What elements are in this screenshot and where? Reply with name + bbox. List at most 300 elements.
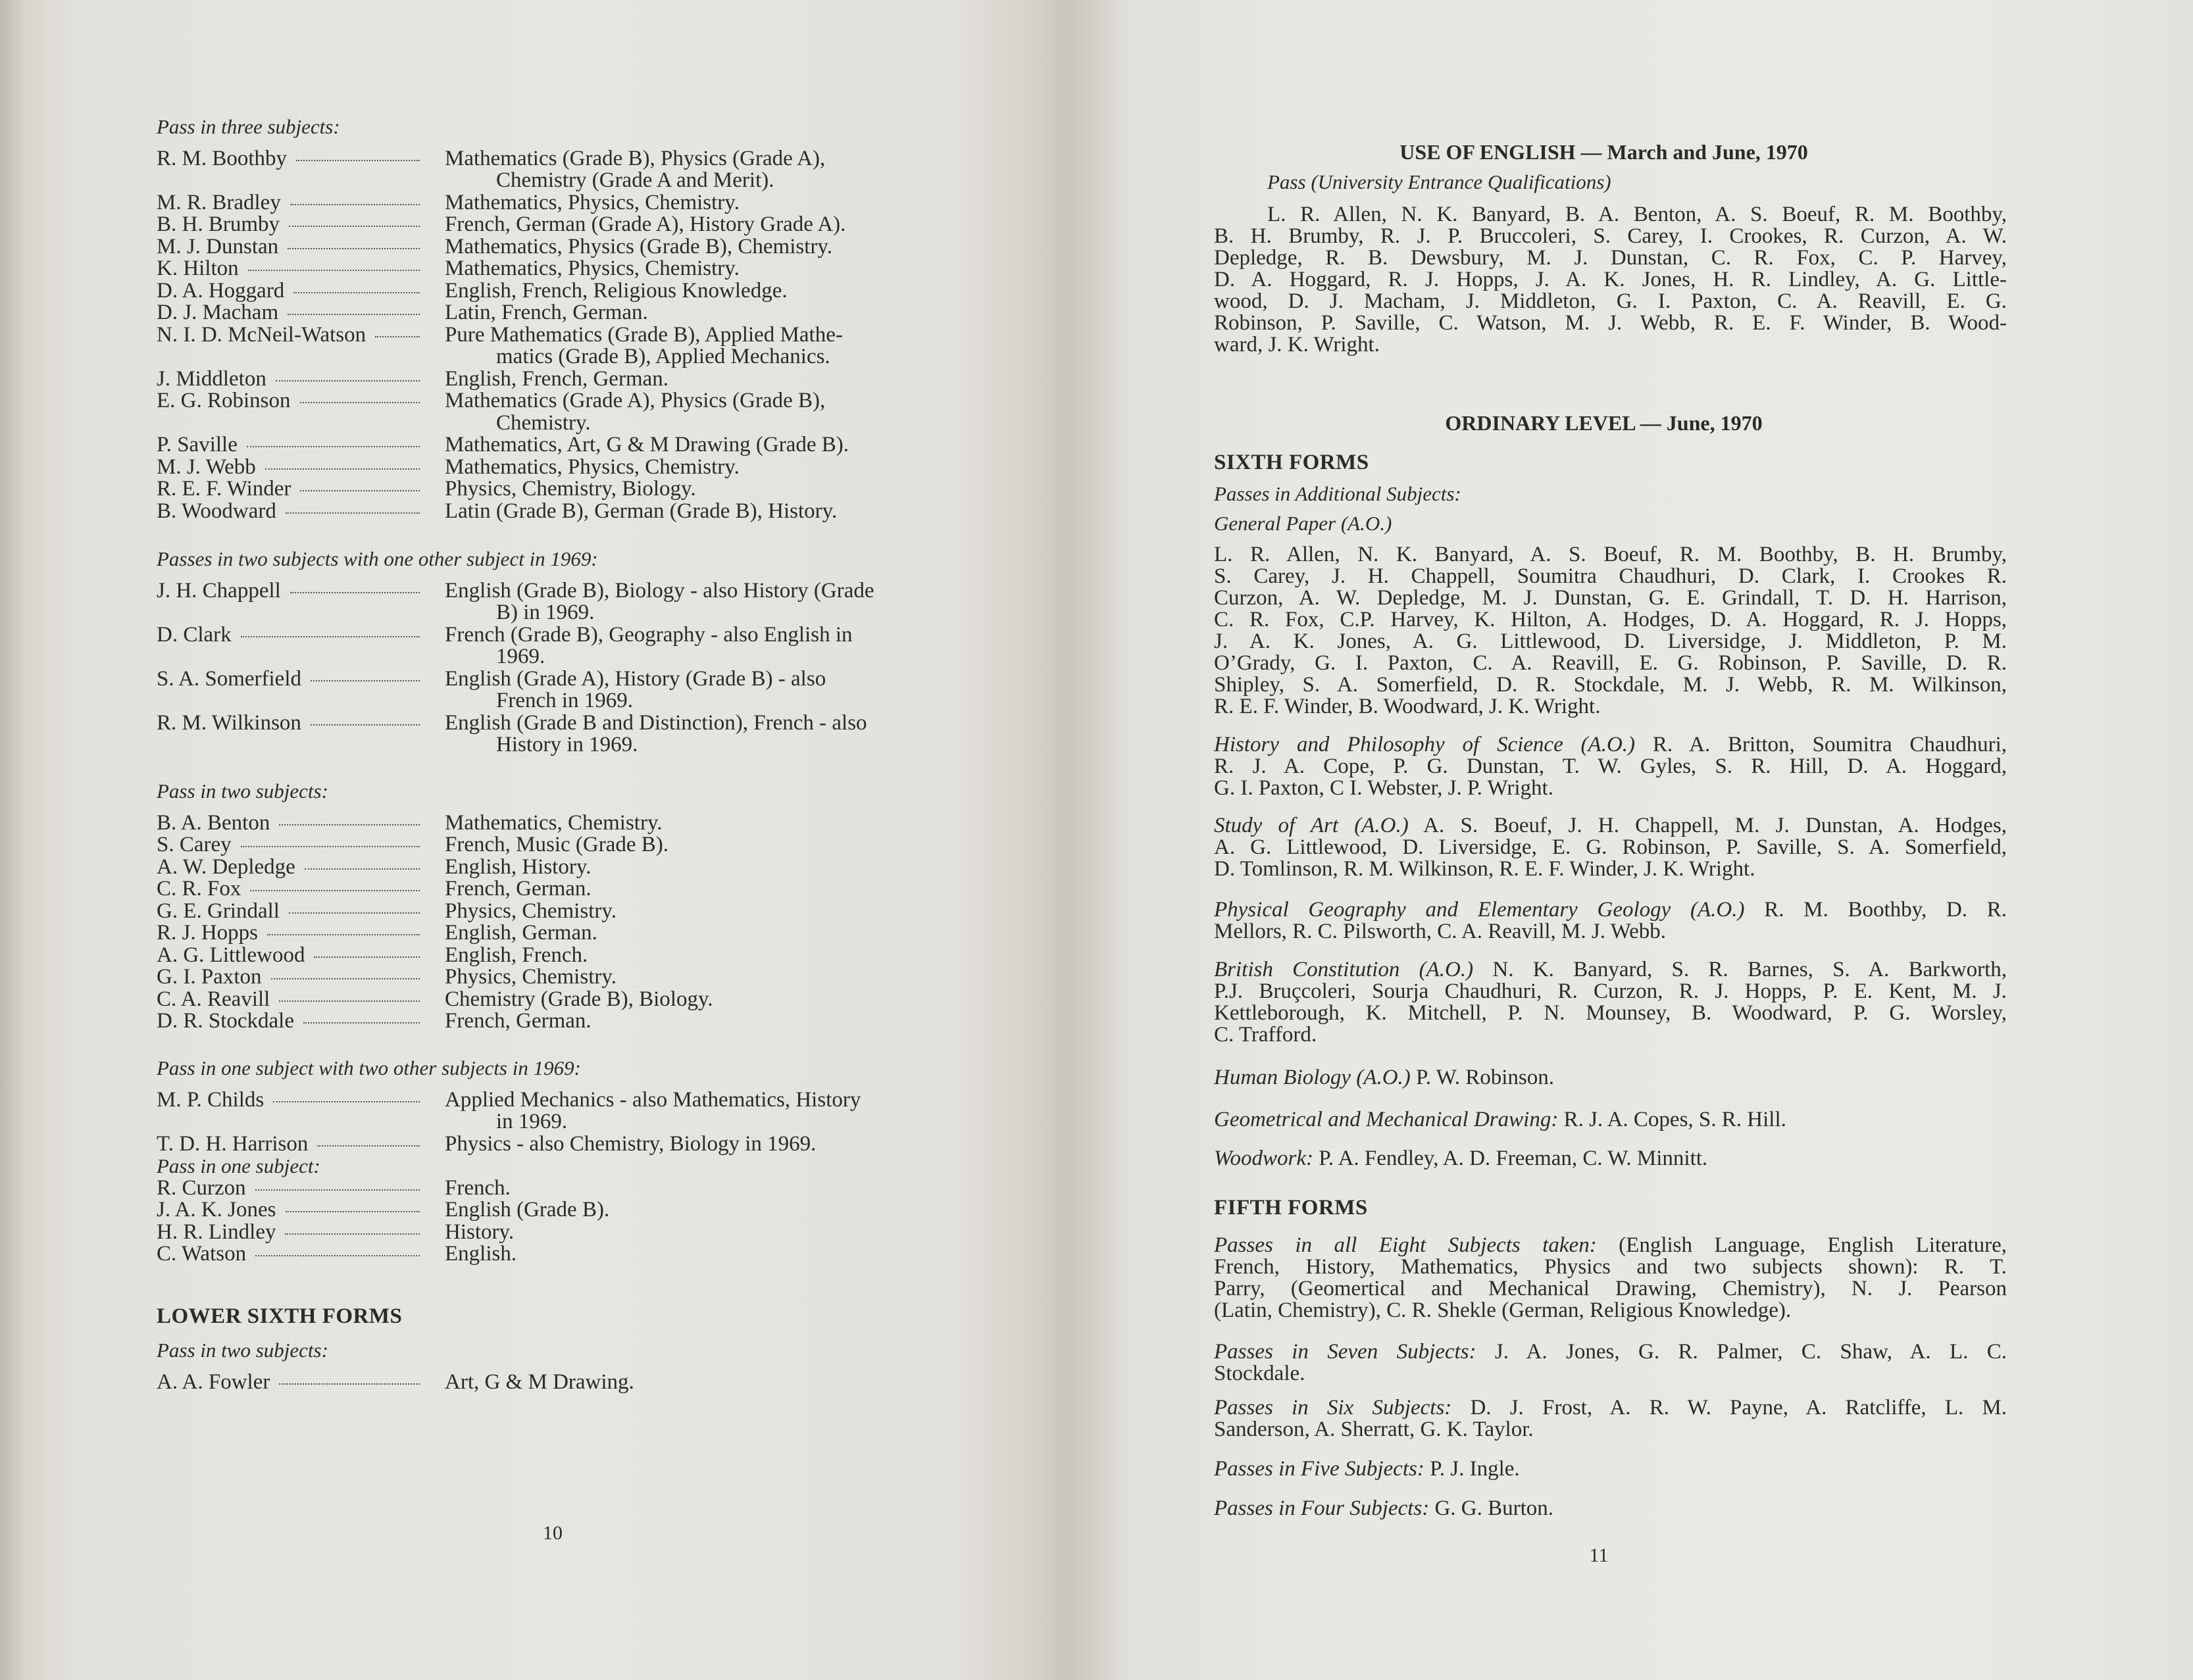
student-name-cell — [157, 1010, 422, 1033]
subjects-line: Mathematics, Chemistry. — [445, 810, 663, 835]
subjects-cell — [445, 922, 953, 945]
result-row — [157, 624, 953, 668]
dot-leader — [241, 636, 420, 637]
subjects-cell — [445, 390, 953, 434]
dot-leader — [241, 846, 420, 847]
student-name: M. P. Childs — [157, 1087, 265, 1112]
entry-study-of-art — [1214, 815, 2007, 880]
section-pass-three-subjects — [157, 116, 953, 522]
subjects-line: History in 1969. — [496, 733, 638, 756]
result-row — [157, 712, 953, 756]
section-heading: Pass in two subjects: — [157, 1339, 328, 1362]
dot-leader — [247, 446, 420, 447]
section-heading: Pass in one subject: — [157, 1154, 320, 1177]
subjects-cell — [445, 501, 953, 523]
text-line: D. Tomlinson, R. M. Wilkinson, R. E. F. Winder, J. K. Wright. — [1214, 857, 1755, 881]
student-name: B. A. Benton — [157, 810, 270, 835]
student-name-cell — [157, 302, 422, 324]
general-paper-names — [1214, 544, 2007, 718]
subjects-cell — [445, 856, 953, 879]
subjects-cell — [445, 712, 953, 756]
student-name: R. E. F. Winder — [157, 477, 291, 501]
entry-physical-geography — [1214, 899, 2007, 943]
subjects-line: Latin, French, German. — [445, 301, 648, 324]
student-name-cell — [157, 501, 422, 523]
subjects-cell — [445, 878, 953, 901]
subjects-line: Pure Mathematics (Grade B), Applied Mathe- — [445, 322, 843, 347]
subjects-line: Physics, Chemistry. — [445, 899, 617, 923]
dot-leader — [300, 402, 420, 403]
entry-label: Passes in all Eight Subjects taken: — [1214, 1233, 1597, 1257]
dot-leader — [317, 1145, 420, 1147]
subjects-cell — [445, 302, 953, 324]
dot-leader — [271, 978, 420, 979]
subjects-cell — [445, 945, 953, 967]
result-row — [157, 834, 953, 856]
student-name: R. J. Hopps — [157, 921, 259, 945]
subjects-cell — [445, 834, 953, 856]
subjects-line: Mathematics, Physics, Chemistry. — [445, 257, 740, 280]
text-line: P.J. Bruçcoleri, Sourja Chaudhuri, R. Curzon, R. J. Hopps, P. E. Kent, M. J. — [1214, 979, 2007, 1003]
entry-history-philosophy-science — [1214, 734, 2007, 799]
student-name-cell — [157, 668, 422, 712]
student-name: M. R. Bradley — [157, 190, 281, 214]
entry-british-constitution — [1214, 959, 2007, 1046]
entry-seven-subjects — [1214, 1341, 2007, 1385]
subjects-cell — [445, 434, 953, 457]
result-row — [157, 580, 953, 624]
entry-six-subjects — [1214, 1397, 2007, 1441]
result-row — [157, 258, 953, 280]
subjects-line: French, Music (Grade B). — [445, 833, 668, 856]
result-row — [157, 1199, 953, 1222]
student-name: R. Curzon — [157, 1175, 246, 1200]
subjects-cell — [445, 258, 953, 280]
entry-five-subjects — [1214, 1458, 2007, 1480]
student-name: J. H. Chappell — [157, 578, 281, 603]
subjects-line: 1969. — [496, 645, 545, 668]
subjects-cell — [445, 1089, 953, 1133]
page-number: 10 — [543, 1522, 563, 1544]
entry-label: History and Philosophy of Science (A.O.) — [1214, 733, 1636, 756]
entry-label: Physical Geography and Elementary Geology (A.O.) — [1214, 898, 1745, 922]
result-row — [157, 945, 953, 967]
text-line: Sanderson, A. Sherratt, G. K. Taylor. — [1214, 1418, 1534, 1441]
student-name-cell — [157, 1133, 422, 1156]
student-name: J. A. K. Jones — [157, 1198, 276, 1222]
entry-geometrical-drawing — [1214, 1109, 2007, 1131]
dot-leader — [311, 680, 420, 681]
entry-four-subjects — [1214, 1498, 2007, 1519]
dot-leader — [273, 1101, 420, 1102]
entry-label: Woodwork: — [1214, 1147, 1313, 1170]
subjects-cell — [445, 1243, 953, 1266]
additional-subjects-heading: Passes in Additional Subjects: — [1214, 482, 1461, 505]
text-line: G. I. Paxton, C I. Webster, J. P. Wright. — [1214, 776, 1553, 800]
student-name: S. A. Somerfield — [157, 666, 301, 691]
use-of-english-subtitle: Pass (University Entrance Qualifications) — [1267, 170, 1611, 193]
text-line: L. R. Allen, N. K. Banyard, A. S. Boeuf, R. M. Boothby, B. H. Brumby, — [1214, 543, 2007, 566]
subjects-cell — [445, 1371, 953, 1394]
result-row — [157, 280, 953, 303]
result-row — [157, 1010, 953, 1033]
student-name: B. H. Brumby — [157, 212, 280, 236]
result-row — [157, 1177, 953, 1200]
dot-leader — [276, 380, 420, 382]
student-name-cell — [157, 901, 422, 923]
subjects-line: matics (Grade B), Applied Mechanics. — [496, 345, 830, 368]
page-number: 11 — [1589, 1544, 1609, 1566]
student-name: A. A. Fowler — [157, 1370, 270, 1394]
result-row — [157, 856, 953, 879]
dot-leader — [290, 592, 420, 593]
subjects-line: Chemistry (Grade A and Merit). — [496, 168, 774, 192]
result-row — [157, 390, 953, 434]
dot-leader — [289, 226, 420, 227]
text-line: L. R. Allen, N. K. Banyard, B. A. Benton, A. S. Boeuf, R. M. Boothby, — [1267, 203, 2007, 226]
student-name: N. I. D. McNeil-Watson — [157, 322, 366, 347]
result-row — [157, 478, 953, 501]
dot-leader — [250, 890, 420, 891]
dot-leader — [267, 934, 420, 935]
student-name: B. Woodward — [157, 499, 276, 523]
result-row — [157, 1371, 953, 1394]
student-name: J. Middleton — [157, 366, 266, 391]
text-line: Passes in Seven Subjects: J. A. Jones, G. R. Palmer, C. Shaw, A. L. C. — [1214, 1340, 2007, 1364]
dot-leader — [255, 1189, 420, 1191]
result-row — [157, 989, 953, 1011]
subjects-line: English. — [445, 1242, 517, 1266]
subjects-line: French, German. — [445, 1009, 592, 1033]
subjects-line: French, German. — [445, 877, 592, 901]
result-row — [157, 668, 953, 712]
text-line: O’Grady, G. I. Paxton, C. A. Reavill, E. G. Robinson, P. Saville, D. R. — [1214, 651, 2007, 675]
subjects-line: English, German. — [445, 921, 597, 945]
subjects-line: Latin (Grade B), German (Grade B), History. — [445, 499, 838, 523]
dot-leader — [288, 248, 420, 249]
subjects-line: Mathematics, Physics, Chemistry. — [445, 190, 740, 214]
student-name: M. J. Dunstan — [157, 234, 279, 259]
text-line: Mellors, R. C. Pilsworth, C. A. Reavill, M. J. Webb. — [1214, 920, 1667, 943]
student-name-cell — [157, 966, 422, 989]
dot-leader — [300, 490, 420, 491]
student-name-cell — [157, 945, 422, 967]
student-name-cell — [157, 1199, 422, 1222]
dot-leader — [375, 336, 420, 337]
subjects-line: Chemistry (Grade B), Biology. — [445, 987, 713, 1011]
dot-leader — [305, 868, 420, 870]
result-row — [157, 812, 953, 835]
text-line: Stockdale. — [1214, 1362, 1305, 1385]
text-line: (Latin, Chemistry), C. R. Shekle (German, Religious Knowledge). — [1214, 1298, 1792, 1322]
text-line: J. A. K. Jones, A. G. Littlewood, D. Liversidge, J. Middleton, P. M. — [1214, 630, 2007, 653]
subjects-line: Mathematics (Grade A), Physics (Grade B), — [445, 389, 826, 412]
student-name: G. I. Paxton — [157, 965, 262, 989]
student-name-cell — [157, 324, 422, 368]
use-of-english-title: USE OF ENGLISH — March and June, 1970 — [1399, 140, 1808, 164]
subjects-cell — [445, 1010, 953, 1033]
result-row — [157, 302, 953, 324]
subjects-cell — [445, 1177, 953, 1200]
result-row — [157, 236, 953, 259]
student-name-cell — [157, 280, 422, 303]
subjects-line: B) in 1969. — [496, 601, 595, 624]
result-row — [157, 922, 953, 945]
text-line: A. G. Littlewood, D. Liversidge, E. G. Robinson, P. Saville, S. A. Somerfield, — [1214, 835, 2007, 859]
student-name-cell — [157, 1222, 422, 1244]
general-paper-label: General Paper (A.O.) — [1214, 512, 1392, 535]
student-name-cell — [157, 368, 422, 391]
dot-leader — [279, 1001, 420, 1002]
student-name: D. J. Macham — [157, 301, 279, 324]
section-title: LOWER SIXTH FORMS — [157, 1304, 403, 1328]
text-line: S. Carey, J. H. Chappell, Soumitra Chaudhuri, D. Clark, I. Crookes R. — [1214, 564, 2007, 588]
student-name: A. W. Depledge — [157, 854, 295, 879]
subjects-line: Physics, Chemistry. — [445, 965, 617, 989]
subjects-cell — [445, 478, 953, 501]
section-heading: Passes in two subjects with one other subject in 1969: — [157, 547, 598, 570]
section-two-subjects-plus-1969 — [157, 548, 953, 756]
text-line: Passes in all Eight Subjects taken: (English Language, English Literature, — [1214, 1233, 2007, 1257]
entry-label: Passes in Four Subjects: — [1214, 1496, 1430, 1520]
text-line: Shipley, S. A. Somerfield, D. R. Stockdale, M. J. Webb, R. M. Wilkinson, — [1214, 673, 2007, 697]
text-line: Human Biology (A.O.) P. W. Robinson. — [1214, 1066, 1555, 1089]
student-name-cell — [157, 1371, 422, 1394]
entry-label: Passes in Seven Subjects: — [1214, 1340, 1476, 1364]
subjects-cell — [445, 901, 953, 923]
entry-label: British Constitution (A.O.) — [1214, 958, 1474, 981]
text-line: ward, J. K. Wright. — [1214, 333, 1380, 357]
student-name-cell — [157, 1243, 422, 1266]
student-name-cell — [157, 989, 422, 1011]
student-name: C. A. Reavill — [157, 987, 270, 1011]
result-row — [157, 878, 953, 901]
subjects-line: English, History. — [445, 854, 592, 879]
dot-leader — [293, 292, 420, 293]
student-name: H. R. Lindley — [157, 1220, 276, 1244]
text-line: wood, D. J. Macham, J. Middleton, G. I. Paxton, C. A. Reavill, E. G. — [1214, 289, 2007, 313]
subjects-line: English (Grade B). — [445, 1198, 610, 1222]
student-name: D. Clark — [157, 622, 232, 647]
student-name: T. D. H. Harrison — [157, 1131, 309, 1156]
subjects-cell — [445, 280, 953, 303]
subjects-line: Applied Mechanics - also Mathematics, History — [445, 1087, 861, 1112]
subjects-cell — [445, 1199, 953, 1222]
subjects-line: English, French, German. — [445, 366, 669, 391]
subjects-line: French in 1969. — [496, 689, 634, 712]
result-row — [157, 1222, 953, 1244]
result-row — [157, 901, 953, 923]
subjects-line: English, French, Religious Knowledge. — [445, 278, 788, 303]
subjects-line: History. — [445, 1220, 515, 1244]
student-name: D. A. Hoggard — [157, 278, 285, 303]
result-row — [157, 1243, 953, 1266]
subjects-cell — [445, 236, 953, 259]
dot-leader — [289, 912, 420, 914]
subjects-line: English (Grade B), Biology - also History (Grade — [445, 578, 874, 603]
dot-leader — [279, 1383, 420, 1385]
student-name: G. E. Grindall — [157, 899, 280, 923]
student-name: D. R. Stockdale — [157, 1009, 294, 1033]
results-list — [157, 1177, 953, 1266]
subjects-cell — [445, 1222, 953, 1244]
subjects-line: Physics, Chemistry, Biology. — [445, 477, 696, 501]
subjects-cell — [445, 966, 953, 989]
student-name: E. G. Robinson — [157, 389, 291, 412]
student-name-cell — [157, 457, 422, 479]
subjects-cell — [445, 368, 953, 391]
student-name: K. Hilton — [157, 257, 239, 280]
subjects-cell — [445, 148, 953, 192]
student-name-cell — [157, 878, 422, 901]
text-line: R. E. F. Winder, B. Woodward, J. K. Wright. — [1214, 695, 1601, 718]
student-name: C. Watson — [157, 1242, 247, 1266]
student-name-cell — [157, 1089, 422, 1133]
text-line: Kettleborough, K. Mitchell, P. N. Mounsey, B. Woodward, P. G. Worsley, — [1214, 1001, 2007, 1025]
student-name-cell — [157, 812, 422, 835]
student-name-cell — [157, 580, 422, 624]
subjects-line: Mathematics, Physics (Grade B), Chemistry. — [445, 234, 833, 259]
text-line: Robinson, P. Saville, C. Watson, M. J. Webb, R. E. F. Winder, B. Wood- — [1214, 311, 2007, 335]
student-name-cell — [157, 1177, 422, 1200]
subjects-line: Mathematics, Art, G & M Drawing (Grade B). — [445, 433, 849, 457]
text-line: Passes in Four Subjects: G. G. Burton. — [1214, 1496, 1554, 1520]
subjects-line: French (Grade B), Geography - also English in — [445, 622, 853, 647]
student-name-cell — [157, 390, 422, 434]
subjects-cell — [445, 580, 953, 624]
student-name-cell — [157, 192, 422, 214]
result-row — [157, 1089, 953, 1133]
page-11 — [1079, 0, 2193, 1680]
section-heading: Pass in three subjects: — [157, 115, 340, 138]
subjects-cell — [445, 192, 953, 214]
sixth-forms-title: SIXTH FORMS — [1214, 451, 1369, 474]
student-name: A. G. Littlewood — [157, 943, 305, 967]
text-line: R. J. A. Cope, P. G. Dunstan, T. W. Gyles, S. R. Hill, D. A. Hoggard, — [1214, 754, 2007, 778]
text-line: Woodwork: P. A. Fendley, A. D. Freeman, C. W. Minnitt. — [1214, 1147, 1708, 1170]
result-row — [157, 148, 953, 192]
entry-label: Passes in Five Subjects: — [1214, 1457, 1424, 1481]
text-line: Passes in Six Subjects: D. J. Frost, A. R. W. Payne, A. Ratcliffe, L. M. — [1214, 1396, 2007, 1420]
dot-leader — [288, 314, 420, 315]
student-name: R. M. Wilkinson — [157, 710, 301, 735]
student-name-cell — [157, 258, 422, 280]
result-row — [157, 214, 953, 236]
page-10 — [0, 0, 1079, 1680]
text-line: Geometrical and Mechanical Drawing: R. J. A. Copes, S. R. Hill. — [1214, 1108, 1786, 1131]
subjects-line: Chemistry. — [496, 410, 591, 435]
dot-leader — [286, 1211, 420, 1212]
text-line: Study of Art (A.O.) A. S. Boeuf, J. H. Chappell, M. J. Dunstan, A. Hodges, — [1214, 814, 2007, 837]
student-name: R. M. Boothby — [157, 146, 288, 170]
section-pass-two-subjects — [157, 780, 953, 1033]
text-line: Parry, (Geomertical and Mechanical Drawing, Chemistry), N. J. Pearson — [1214, 1277, 2007, 1300]
result-row — [157, 1133, 953, 1156]
result-row — [157, 501, 953, 523]
subjects-cell — [445, 624, 953, 668]
subjects-line: English (Grade B and Distinction), French - also — [445, 710, 867, 735]
use-of-english-names — [1214, 204, 2007, 356]
text-line: C. R. Fox, C.P. Harvey, K. Hilton, A. Hodges, D. A. Hoggard, R. J. Hopps, — [1214, 608, 2007, 631]
text-line: French, History, Mathematics, Physics and two subjects shown): R. T. — [1214, 1255, 2007, 1279]
student-name-cell — [157, 834, 422, 856]
results-list — [157, 148, 953, 523]
subjects-line: Mathematics, Physics, Chemistry. — [445, 455, 740, 479]
result-row — [157, 966, 953, 989]
student-name-cell — [157, 712, 422, 756]
text-line: Curzon, A. W. Depledge, M. J. Dunstan, G. E. Grindall, T. D. H. Harrison, — [1214, 586, 2007, 610]
student-name: C. R. Fox — [157, 877, 241, 901]
text-line: Passes in Five Subjects: P. J. Ingle. — [1214, 1457, 1520, 1481]
dot-leader — [296, 160, 420, 161]
subjects-cell — [445, 324, 953, 368]
dot-leader — [286, 512, 420, 514]
dot-leader — [265, 468, 420, 470]
dot-leader — [279, 824, 420, 826]
results-list — [157, 1371, 953, 1394]
section-one-subject-plus-1969 — [157, 1057, 953, 1266]
section-heading: Pass in two subjects: — [157, 779, 328, 803]
student-name-cell — [157, 434, 422, 457]
text-line: Depledge, R. B. Dewsbury, M. J. Dunstan, C. R. Fox, C. P. Harvey, — [1214, 246, 2007, 270]
fifth-forms-title: FIFTH FORMS — [1214, 1196, 1368, 1220]
student-name: M. J. Webb — [157, 455, 256, 479]
dot-leader — [311, 724, 420, 726]
entry-label: Geometrical and Mechanical Drawing: — [1214, 1108, 1559, 1131]
student-name-cell — [157, 236, 422, 259]
subjects-cell — [445, 812, 953, 835]
student-name-cell — [157, 856, 422, 879]
student-name-cell — [157, 478, 422, 501]
entry-eight-subjects — [1214, 1235, 2007, 1322]
result-row — [157, 457, 953, 479]
section-heading: Pass in one subject with two other subjects in 1969: — [157, 1056, 581, 1079]
dot-leader — [255, 1255, 420, 1256]
subjects-cell — [445, 457, 953, 479]
text-line: British Constitution (A.O.) N. K. Banyard, S. R. Barnes, S. A. Barkworth, — [1214, 958, 2007, 981]
dot-leader — [285, 1233, 420, 1235]
student-name: S. Carey — [157, 833, 232, 856]
subjects-cell — [445, 989, 953, 1011]
subjects-line: Physics - also Chemistry, Biology in 1969. — [445, 1131, 817, 1156]
entry-human-biology — [1214, 1067, 2007, 1089]
dot-leader — [290, 204, 420, 205]
subjects-line: French. — [445, 1175, 511, 1200]
subjects-cell — [445, 668, 953, 712]
text-line: Physical Geography and Elementary Geology (A.O.) R. M. Boothby, D. R. — [1214, 898, 2007, 922]
subjects-line: Mathematics (Grade B), Physics (Grade A), — [445, 146, 826, 170]
result-row — [157, 434, 953, 457]
results-list — [157, 812, 953, 1033]
ordinary-level-title: ORDINARY LEVEL — June, 1970 — [1445, 411, 1763, 435]
entry-label: Passes in Six Subjects: — [1214, 1396, 1452, 1420]
entry-label: Human Biology (A.O.) — [1214, 1066, 1411, 1089]
student-name: P. Saville — [157, 433, 238, 457]
student-name-cell — [157, 922, 422, 945]
text-line: C. Trafford. — [1214, 1023, 1317, 1047]
student-name-cell — [157, 148, 422, 192]
results-list — [157, 1089, 953, 1156]
entry-label: Study of Art (A.O.) — [1214, 814, 1409, 837]
text-line: D. A. Hoggard, R. J. Hopps, J. A. K. Jones, H. R. Lindley, A. G. Little- — [1214, 268, 2007, 291]
entry-woodwork — [1214, 1148, 2007, 1170]
subjects-line: French, German (Grade A), History Grade A). — [445, 212, 846, 236]
result-row — [157, 192, 953, 214]
student-name-cell — [157, 624, 422, 668]
dot-leader — [314, 956, 420, 958]
text-line: History and Philosophy of Science (A.O.) R. A. Britton, Soumitra Chaudhuri, — [1214, 733, 2007, 756]
text-line: B. H. Brumby, R. J. P. Bruccoleri, S. Carey, I. Crookes, R. Curzon, A. W. — [1214, 224, 2007, 248]
